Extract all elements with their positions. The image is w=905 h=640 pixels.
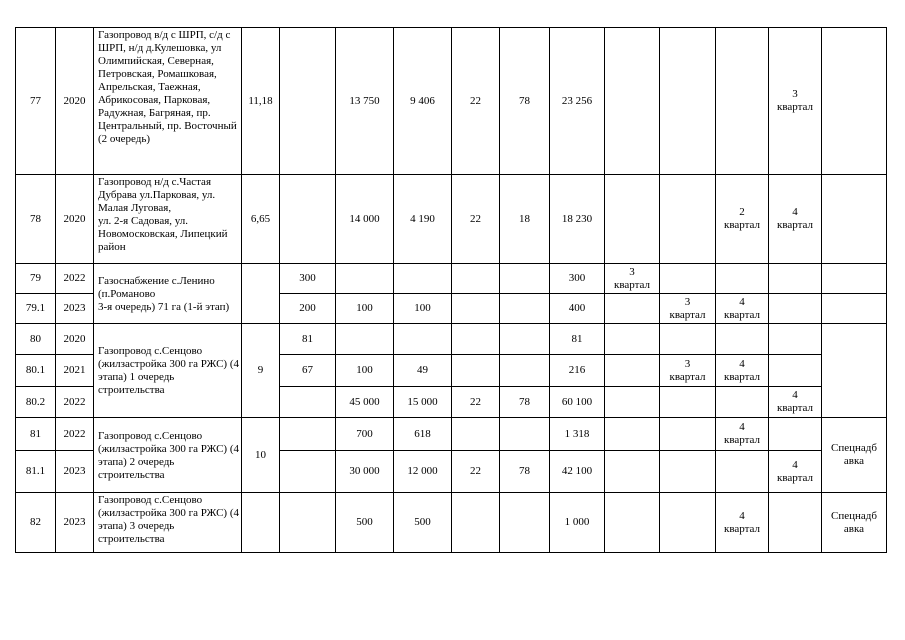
cell-q1 xyxy=(605,294,660,324)
cell-q1 xyxy=(605,451,660,493)
row-year: 2020 xyxy=(56,324,94,355)
row-year: 2022 xyxy=(56,387,94,418)
row-number: 80.1 xyxy=(16,355,56,387)
row-year: 2023 xyxy=(56,294,94,324)
cell-c5 xyxy=(280,28,336,175)
cell-c6: 100 xyxy=(336,294,394,324)
cell-total: 400 xyxy=(550,294,605,324)
cell-c6: 100 xyxy=(336,355,394,387)
row-description: Газопровод с.Сенцово (жилзастройка 300 га РЖС) (4 этапа) 2 очередь строительства xyxy=(94,418,242,493)
cell-c8 xyxy=(452,493,500,553)
cell-c5: 300 xyxy=(280,264,336,294)
cell-q2 xyxy=(660,493,716,553)
row-number: 82 xyxy=(16,493,56,553)
row-number: 81.1 xyxy=(16,451,56,493)
cell-q2 xyxy=(660,324,716,355)
cell-c6 xyxy=(336,264,394,294)
investment-table xyxy=(15,27,887,553)
row-year: 2023 xyxy=(56,493,94,553)
cell-c9 xyxy=(500,294,550,324)
cell-q4 xyxy=(769,264,822,294)
row-length: 6,65 xyxy=(242,175,280,264)
cell-c8 xyxy=(452,355,500,387)
cell-total: 42 100 xyxy=(550,451,605,493)
cell-c8 xyxy=(452,324,500,355)
row-number: 79.1 xyxy=(16,294,56,324)
cell-c8 xyxy=(452,418,500,451)
row-number: 78 xyxy=(16,175,56,264)
cell-q2 xyxy=(660,387,716,418)
cell-q1: 3 квартал xyxy=(605,264,660,294)
cell-q2: 3 квартал xyxy=(660,355,716,387)
cell-total: 1 000 xyxy=(550,493,605,553)
cell-c7: 100 xyxy=(394,294,452,324)
cell-q2 xyxy=(660,175,716,264)
cell-c9 xyxy=(500,493,550,553)
cell-c5 xyxy=(280,451,336,493)
cell-c5 xyxy=(280,418,336,451)
cell-q2 xyxy=(660,418,716,451)
cell-q4: 4 квартал xyxy=(769,175,822,264)
cell-c7: 618 xyxy=(394,418,452,451)
cell-c6: 13 750 xyxy=(336,28,394,175)
cell-q3: 4 квартал xyxy=(716,418,769,451)
cell-note xyxy=(822,264,887,294)
cell-q1 xyxy=(605,387,660,418)
cell-q4 xyxy=(769,324,822,355)
cell-q4 xyxy=(769,294,822,324)
row-length: 11,18 xyxy=(242,28,280,175)
table-row xyxy=(16,324,887,355)
table-row xyxy=(16,28,887,175)
cell-c6: 30 000 xyxy=(336,451,394,493)
cell-c5: 200 xyxy=(280,294,336,324)
cell-c5 xyxy=(280,493,336,553)
cell-c5: 67 xyxy=(280,355,336,387)
cell-c8: 22 xyxy=(452,387,500,418)
cell-q3 xyxy=(716,264,769,294)
cell-q1 xyxy=(605,418,660,451)
cell-q2 xyxy=(660,451,716,493)
cell-c9 xyxy=(500,264,550,294)
cell-q2 xyxy=(660,264,716,294)
cell-note: Спецнадб авка xyxy=(822,493,887,553)
cell-c5 xyxy=(280,175,336,264)
cell-c6: 500 xyxy=(336,493,394,553)
row-year: 2022 xyxy=(56,264,94,294)
cell-c7: 4 190 xyxy=(394,175,452,264)
row-length xyxy=(242,264,280,324)
cell-q4 xyxy=(769,493,822,553)
cell-total: 60 100 xyxy=(550,387,605,418)
cell-total: 23 256 xyxy=(550,28,605,175)
cell-c9 xyxy=(500,355,550,387)
cell-q1 xyxy=(605,493,660,553)
row-year: 2023 xyxy=(56,451,94,493)
cell-q4 xyxy=(769,355,822,387)
cell-c9: 78 xyxy=(500,451,550,493)
table-row xyxy=(16,264,887,294)
cell-c9: 78 xyxy=(500,387,550,418)
cell-c9 xyxy=(500,324,550,355)
row-description: Газопровод с.Сенцово (жилзастройка 300 га РЖС) (4 этапа) 3 очередь строительства xyxy=(94,493,242,553)
cell-c9: 18 xyxy=(500,175,550,264)
cell-c9 xyxy=(500,418,550,451)
cell-c7: 49 xyxy=(394,355,452,387)
cell-note xyxy=(822,175,887,264)
cell-q3: 4 квартал xyxy=(716,294,769,324)
cell-q3: 2 квартал xyxy=(716,175,769,264)
cell-total: 18 230 xyxy=(550,175,605,264)
cell-q3 xyxy=(716,28,769,175)
cell-q3 xyxy=(716,387,769,418)
row-description: Газопровод н/д с.Частая Дубрава ул.Парковая, ул. Малая Луговая, ул. 2-я Садовая, ул. Новомосковская, Липецкий район xyxy=(94,175,242,264)
cell-q1 xyxy=(605,28,660,175)
cell-q4: 4 квартал xyxy=(769,451,822,493)
table-row xyxy=(16,175,887,264)
cell-note xyxy=(822,28,887,175)
row-length: 10 xyxy=(242,418,280,493)
cell-total: 216 xyxy=(550,355,605,387)
row-number: 80.2 xyxy=(16,387,56,418)
cell-total: 300 xyxy=(550,264,605,294)
cell-q4 xyxy=(769,418,822,451)
cell-c7 xyxy=(394,264,452,294)
cell-q1 xyxy=(605,175,660,264)
cell-q3 xyxy=(716,451,769,493)
cell-c8 xyxy=(452,294,500,324)
row-length xyxy=(242,493,280,553)
cell-q2: 3 квартал xyxy=(660,294,716,324)
cell-q3: 4 квартал xyxy=(716,355,769,387)
row-year: 2020 xyxy=(56,175,94,264)
cell-c6: 45 000 xyxy=(336,387,394,418)
cell-note: Спецнадб авка xyxy=(822,418,887,493)
cell-c7 xyxy=(394,324,452,355)
row-length: 9 xyxy=(242,324,280,418)
cell-c8 xyxy=(452,264,500,294)
row-description: Газоснабжение с.Ленино (п.Романово 3-я очередь) 71 га (1-й этап) xyxy=(94,264,242,324)
cell-q3 xyxy=(716,324,769,355)
cell-c8: 22 xyxy=(452,28,500,175)
cell-c5 xyxy=(280,387,336,418)
cell-c6: 14 000 xyxy=(336,175,394,264)
row-year: 2022 xyxy=(56,418,94,451)
row-number: 77 xyxy=(16,28,56,175)
table-row xyxy=(16,493,887,553)
cell-q4: 3 квартал xyxy=(769,28,822,175)
cell-q2 xyxy=(660,28,716,175)
cell-c7: 500 xyxy=(394,493,452,553)
row-number: 81 xyxy=(16,418,56,451)
cell-q1 xyxy=(605,355,660,387)
cell-q1 xyxy=(605,324,660,355)
cell-total: 1 318 xyxy=(550,418,605,451)
row-description: Газопровод в/д с ШРП, с/д с ШРП, н/д д.Кулешовка, ул Олимпийская, Северная, Петровская, Ромашковая, Апрельская, Таежная, Абрикосовая, Парковая, Радужная, Багряная, пр. Центральный, пр. Восточный (2 очередь) xyxy=(94,28,242,175)
row-number: 79 xyxy=(16,264,56,294)
row-year: 2020 xyxy=(56,28,94,175)
row-description: Газопровод с.Сенцово (жилзастройка 300 га РЖС) (4 этапа) 1 очередь строительства xyxy=(94,324,242,418)
cell-c7: 15 000 xyxy=(394,387,452,418)
row-number: 80 xyxy=(16,324,56,355)
cell-total: 81 xyxy=(550,324,605,355)
cell-note xyxy=(822,294,887,324)
cell-c6: 700 xyxy=(336,418,394,451)
cell-q4: 4 квартал xyxy=(769,387,822,418)
cell-c8: 22 xyxy=(452,175,500,264)
row-year: 2021 xyxy=(56,355,94,387)
cell-c6 xyxy=(336,324,394,355)
cell-c7: 9 406 xyxy=(394,28,452,175)
table-row xyxy=(16,418,887,451)
cell-c8: 22 xyxy=(452,451,500,493)
cell-c5: 81 xyxy=(280,324,336,355)
cell-c9: 78 xyxy=(500,28,550,175)
cell-c7: 12 000 xyxy=(394,451,452,493)
cell-note xyxy=(822,324,887,418)
cell-q3: 4 квартал xyxy=(716,493,769,553)
